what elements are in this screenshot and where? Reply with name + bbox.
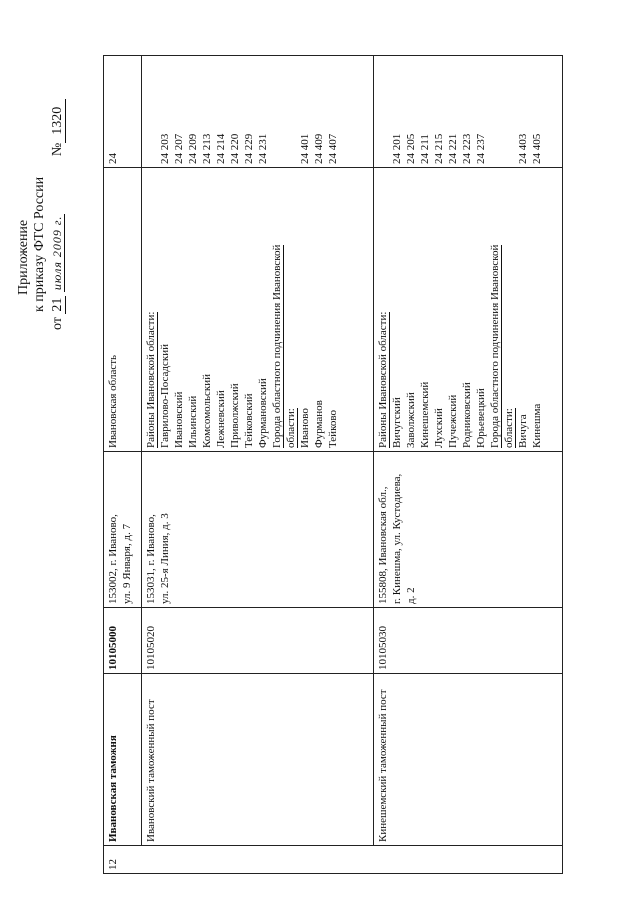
list-item-code: 24 221: [447, 133, 459, 164]
list-item: [144, 171, 158, 448]
list-item-code: 24 409: [313, 133, 325, 164]
list-item: Фурмановский: [257, 378, 269, 448]
table-row: [374, 56, 563, 874]
address-line: ул. 25-я Линия, д. 3: [159, 513, 171, 604]
number-sign: №: [50, 142, 65, 157]
list-item-code: 24 201: [391, 133, 403, 164]
list-item: Заволжский: [405, 392, 417, 448]
list-item-code: 24 213: [201, 133, 213, 164]
list-item: Иваново: [299, 408, 311, 448]
region-code: 24: [104, 56, 142, 168]
list-item-code: 24 403: [517, 133, 529, 164]
order-number: 1320: [50, 99, 66, 143]
list-item-code: 24 211: [419, 134, 431, 164]
post-code: 10105020: [142, 608, 374, 674]
list-item: Кинешма: [531, 403, 543, 448]
list-item: Гаврилово-Посадский: [159, 343, 171, 448]
list-item-code: 24 215: [433, 133, 445, 164]
list-item-code: [376, 59, 390, 164]
list-heading: области:: [503, 408, 515, 448]
region-label: Ивановская область: [104, 168, 142, 452]
list-item-code: [488, 59, 502, 164]
list-item: [376, 171, 390, 448]
list-item: [284, 171, 298, 448]
districts-codes: [142, 56, 374, 168]
list-item: [488, 171, 502, 448]
list-item: Тейковский: [243, 393, 255, 448]
post-name: Кинешемский таможенный пост: [374, 674, 563, 846]
post-address: [142, 452, 374, 608]
customs-name: Ивановская таможня: [104, 674, 142, 846]
list-item-code: [270, 59, 284, 164]
districts-list: [374, 168, 563, 452]
post-code: 10105030: [374, 608, 563, 674]
list-item: Кинешемский: [419, 381, 431, 448]
list-item-code: 24 207: [173, 133, 185, 164]
post-address: [374, 452, 563, 608]
list-heading: Районы Ивановской области:: [145, 311, 157, 448]
address-line: 153002, г. Иваново,: [107, 514, 119, 604]
list-item: Ивановский: [173, 391, 185, 448]
list-heading: Города областного подчинения Ивановской: [271, 244, 283, 448]
list-item-code: 24 407: [327, 133, 339, 164]
address-line: 155808, Ивановская обл.,: [377, 486, 389, 604]
address-line: г. Кинешма, ул. Кустодиева,: [391, 473, 403, 604]
list-item: Комсомольский: [201, 373, 213, 448]
list-item-code: 24 214: [215, 133, 227, 164]
list-item-code: 24 220: [229, 133, 241, 164]
address-line: 153031, г. Иваново,: [145, 514, 157, 604]
list-item: Фурманов: [313, 400, 325, 448]
list-item: Вичуга: [517, 414, 529, 448]
list-item: [502, 171, 516, 448]
list-item: Приволжский: [229, 383, 241, 448]
list-heading: Города областного подчинения Ивановской: [489, 244, 501, 448]
list-item-code: 24 209: [187, 133, 199, 164]
list-item: Лежневский: [215, 390, 227, 448]
list-item: Пучежский: [447, 394, 459, 448]
list-item-code: [284, 59, 298, 164]
customs-table: [103, 55, 563, 874]
list-item: Родниковский: [461, 382, 473, 448]
order-reference: к приказу ФТС России: [32, 176, 47, 312]
table-row: [142, 56, 374, 874]
list-item: Ильинский: [187, 395, 199, 448]
list-heading: области:: [285, 408, 297, 448]
appendix-label: Приложение: [16, 219, 31, 295]
list-item-code: 24 405: [531, 133, 543, 164]
list-item-code: 24 203: [159, 133, 171, 164]
table-row: [104, 56, 142, 874]
order-date-line: [50, 99, 66, 330]
date-day: 21: [50, 297, 65, 312]
list-item-code: 24 237: [475, 133, 487, 164]
customs-address: [104, 452, 142, 608]
list-item: Лухский: [433, 408, 445, 448]
list-item-code: [144, 59, 158, 164]
row-number: 12: [104, 846, 563, 874]
list-heading: Районы Ивановской области:: [377, 311, 389, 448]
list-item-code: 24 401: [299, 133, 311, 164]
districts-codes: [374, 56, 563, 168]
list-item-code: 24 231: [257, 133, 269, 164]
document-header: [0, 0, 110, 900]
date-month-year: июля 2009 г.: [50, 215, 64, 291]
districts-list: [142, 168, 374, 452]
list-item-code: 24 205: [405, 133, 417, 164]
list-item: Вичугский: [391, 397, 403, 448]
date-prefix: от: [50, 317, 65, 330]
list-item-code: [502, 59, 516, 164]
post-name: Ивановский таможенный пост: [142, 674, 374, 846]
address-line: ул. 9 Января, д. 7: [121, 523, 133, 604]
list-item: Тейково: [327, 410, 339, 448]
list-item: Юрьевецкий: [475, 388, 487, 448]
list-item: [270, 171, 284, 448]
address-line: д. 2: [405, 587, 417, 604]
list-item-code: 24 229: [243, 133, 255, 164]
list-item-code: 24 223: [461, 133, 473, 164]
customs-code: 10105000: [104, 608, 142, 674]
